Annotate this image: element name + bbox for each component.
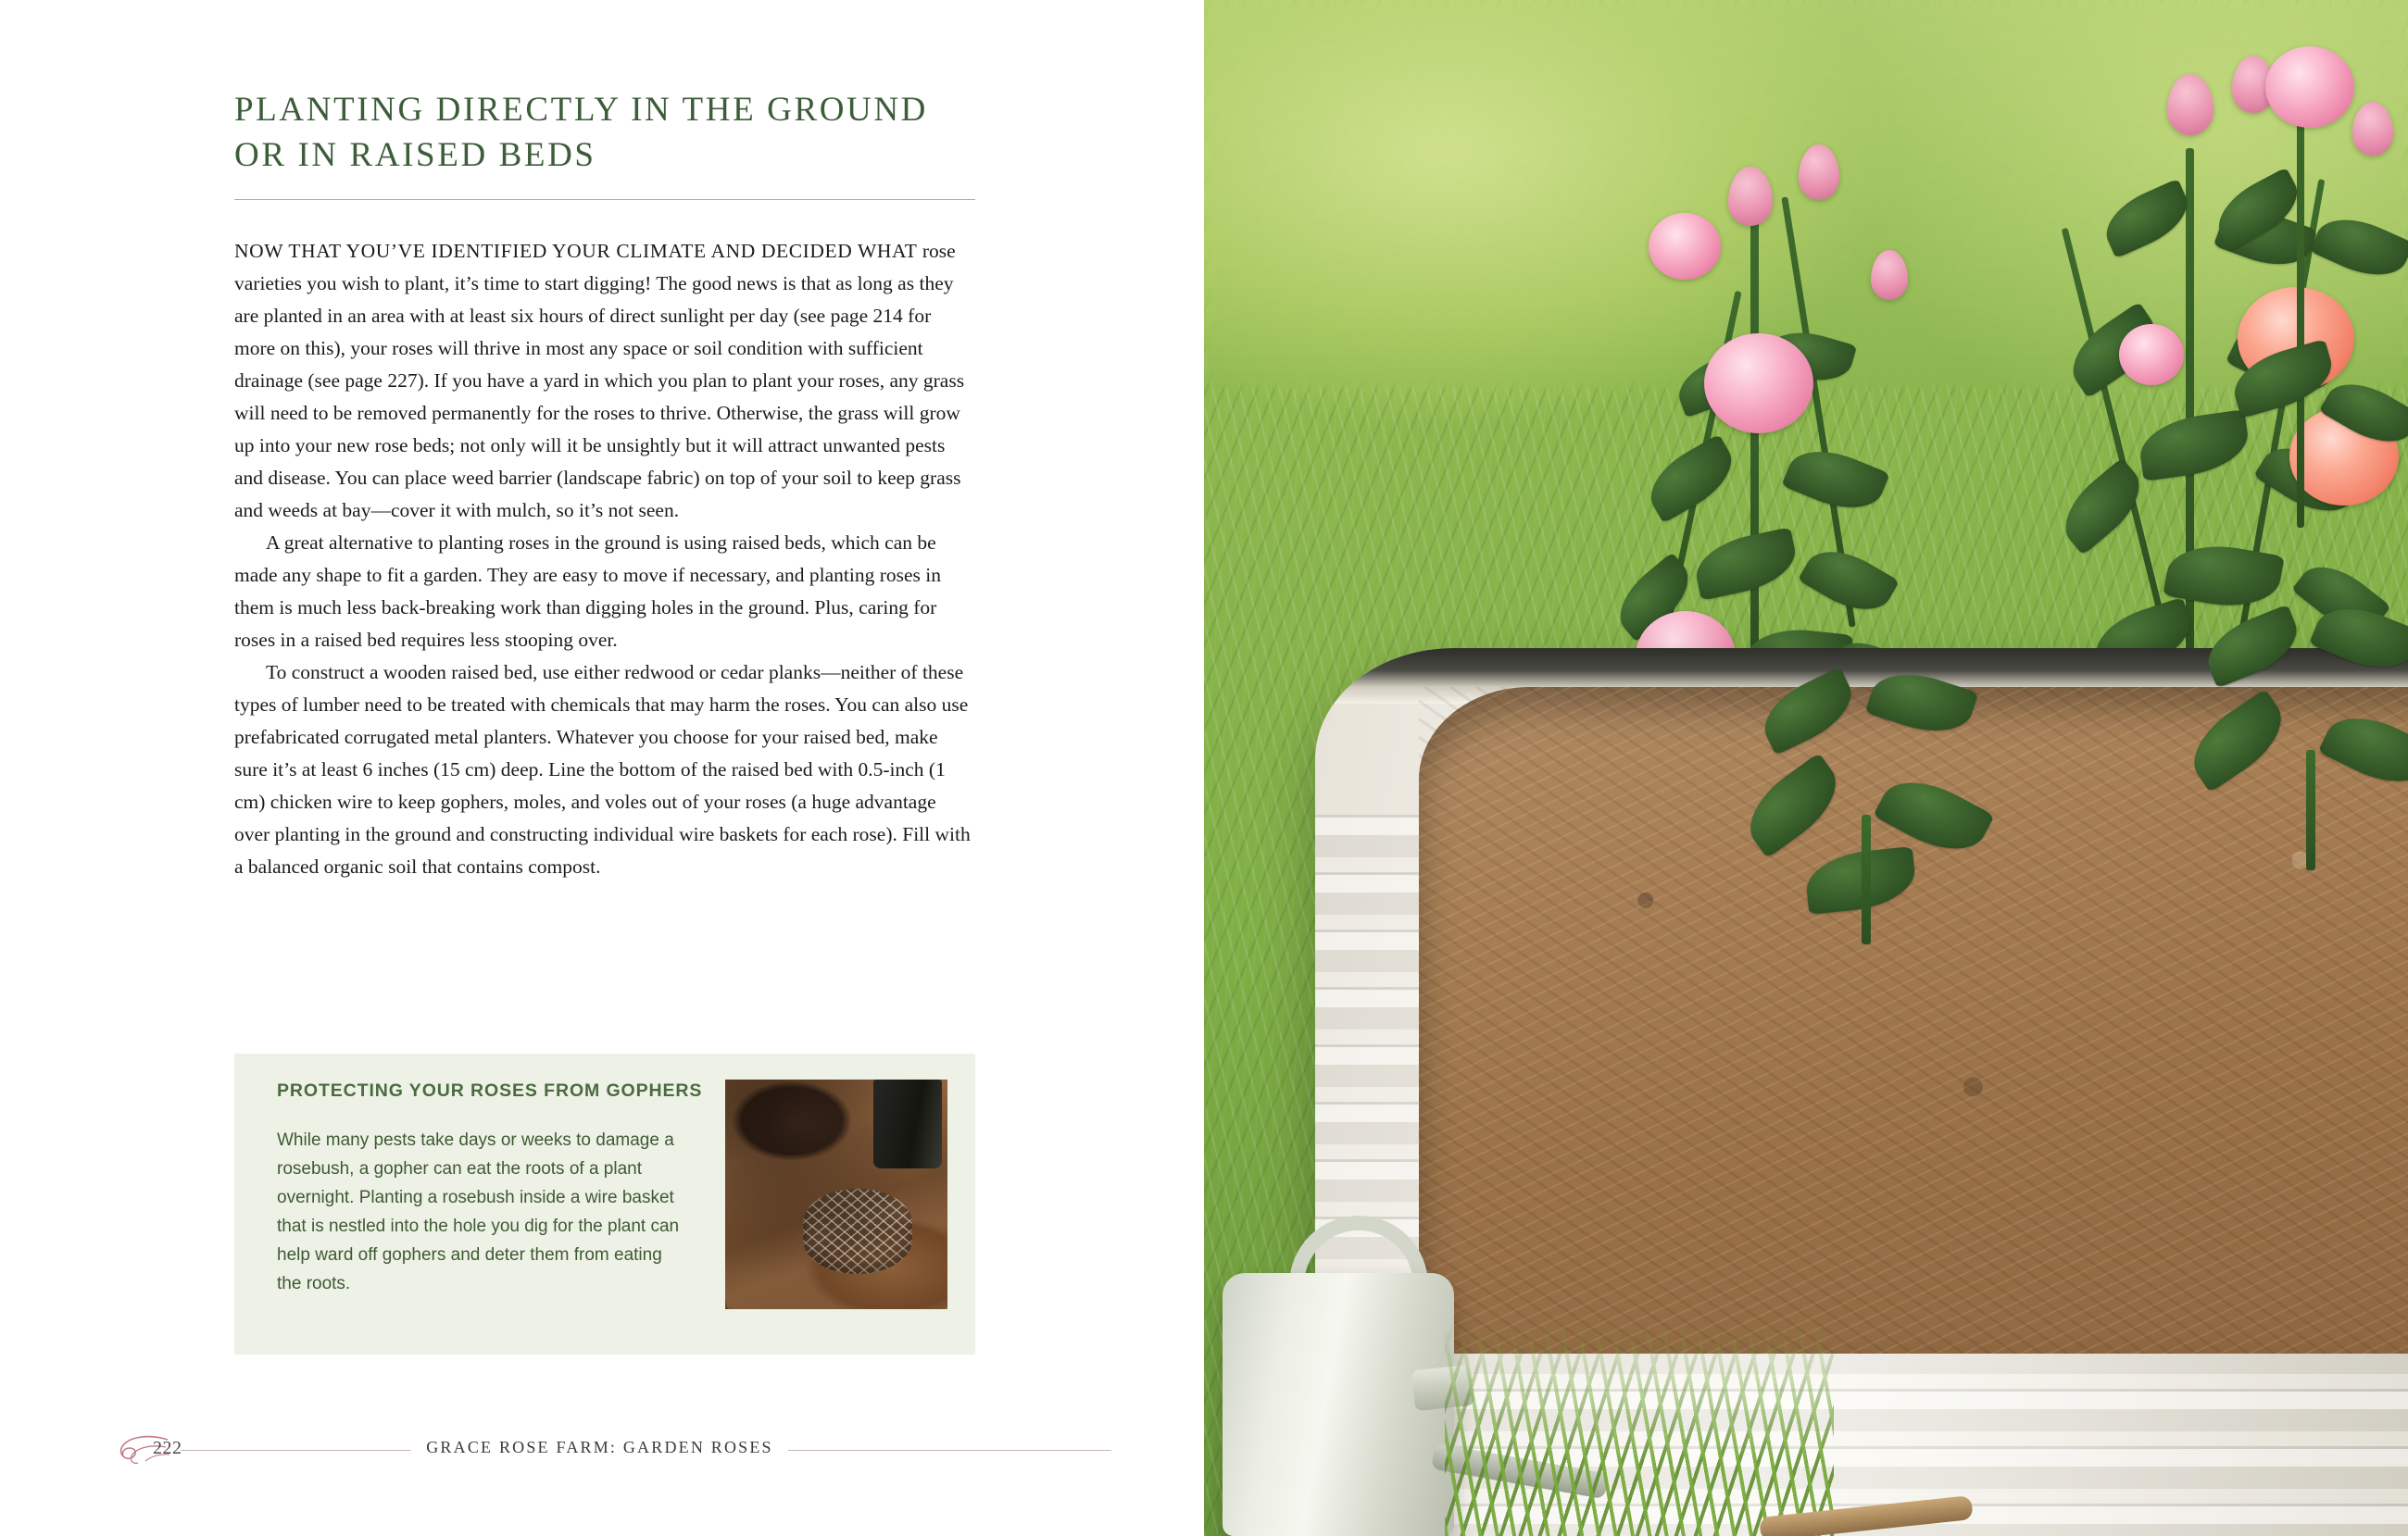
body-text: [234, 235, 975, 884]
title-divider: [234, 199, 975, 200]
paragraph-1: [234, 235, 975, 527]
background-blur: [1204, 0, 2408, 389]
foreground-grass: [1445, 1323, 1834, 1536]
paragraph-3: To construct a wooden raised bed, use either redwood or cedar planks—neither of these types of lumber need to be treated with chemicals that may harm the roses. You can also use prefabricated corrugated metal planters. Whatever you choose for your raised bed, make sure it’s at least 6 inches (15 cm) deep. Line the bottom of the raised bed with 0.5-inch (1 cm) chicken wire to keep gophers, moles, and voles out of your roses (a huge advantage over planting in the ground and constructing individual wire baskets for each rose). Fill with a balanced organic soil that contains compost.: [234, 661, 971, 879]
page-title: PLANTING DIRECTLY IN THE GROUND OR IN RAISED BEDS: [234, 91, 929, 174]
callout-text: [277, 1080, 721, 1330]
text-column: [234, 88, 975, 883]
lead-smallcaps: NOW THAT YOU’VE IDENTIFIED YOUR CLIMATE AND DECIDED WHAT: [234, 239, 918, 262]
callout-box: [234, 1054, 975, 1355]
callout-body: While many pests take days or weeks to damage a rosebush, a gopher can eat the roots of a plant overnight. Planting a rosebush inside a wire basket that is nestled into the hole you dig for the plant can help ward off gophers and deter them from eating the roots.: [277, 1130, 680, 1294]
roses-raised-bed-photo: [1204, 0, 2408, 1536]
callout-title: PROTECTING YOUR ROSES FROM GOPHERS: [277, 1080, 703, 1101]
planter-soil-bed: [1419, 687, 2408, 1354]
running-title: GRACE ROSE FARM: GARDEN ROSES: [411, 1438, 788, 1457]
photo-shadow: [725, 1080, 947, 1309]
page-footer: [60, 1432, 1139, 1469]
paragraph-2: A great alternative to planting roses in the ground is using raised beds, which can be made any shape to fit a garden. They are easy to move if necessary, and planting roses in them is much less back-breaking work than digging holes in the ground. Plus, caring for roses in a raised bed requires less stooping over.: [234, 531, 941, 652]
soil-detail: [1419, 687, 2408, 1354]
right-photo-page: [1204, 0, 2408, 1536]
page-number: 222: [153, 1438, 182, 1458]
wire-basket-photo: [725, 1080, 947, 1309]
paragraph-1-text: rose varieties you wish to plant, it’s time to start digging! The good news is that as long as they are planted in an area with at least six hours of direct sunlight per day (see page 214 for more on this), your roses will thrive in most any space or soil condition with sufficient drainage (see page 227). If you have a yard in which you plan to plant your roses, any grass will need to be removed permanently for the roses to thrive. Otherwise, the grass will grow up into your new rose beds; not only will it be unsightly but it will attract unwanted pests and disease. You can place weed barrier (landscape fabric) on top of your soil to keep grass and weeds at bay—cover it with mulch, so it’s not seen.: [234, 239, 965, 521]
